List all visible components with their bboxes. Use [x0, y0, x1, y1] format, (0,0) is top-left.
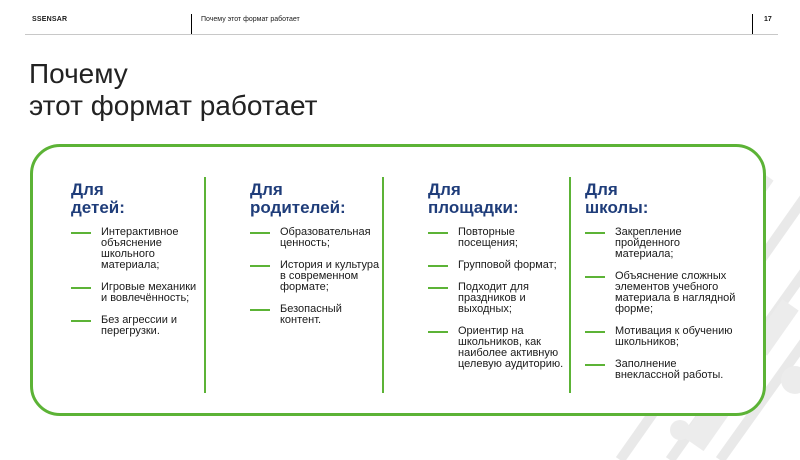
item-text: Групповой формат; [458, 259, 557, 271]
list-item [428, 260, 590, 271]
column-heading [71, 181, 233, 217]
dash-marker [250, 309, 270, 311]
heading-line: площадки: [428, 198, 519, 217]
dash-marker [428, 265, 448, 267]
column-school [585, 181, 747, 392]
title-line: этот формат работает [29, 90, 318, 121]
audience-panel [30, 144, 766, 416]
item-text: Подходит для праздников и выходных; [458, 281, 529, 315]
heading-line: детей: [71, 198, 125, 217]
column-venue [428, 181, 590, 381]
item-text: Мотивация к обучению школьников; [615, 325, 733, 348]
list-item [250, 304, 412, 326]
column-divider [569, 177, 571, 393]
heading-line: школы: [585, 198, 649, 217]
column-divider [204, 177, 206, 393]
dash-marker [71, 287, 91, 289]
item-text: Интерактивное объяснение школьного материала; [101, 226, 179, 271]
column-heading [428, 181, 590, 217]
item-text: Образовательная ценность; [280, 226, 371, 249]
heading-line: родителей: [250, 198, 346, 217]
dash-marker [71, 232, 91, 234]
dash-marker [250, 232, 270, 234]
item-text: Заполнение внеклассной работы. [615, 358, 724, 381]
list-item [585, 359, 747, 381]
column-parents [250, 181, 412, 337]
breadcrumb: Почему этот формат работает [201, 16, 300, 23]
dash-marker [250, 265, 270, 267]
column-children [71, 181, 233, 348]
dash-marker [585, 331, 605, 333]
dash-marker [428, 331, 448, 333]
item-text: История и культура в современном формате; [280, 259, 380, 293]
dash-marker [71, 320, 91, 322]
dash-marker [585, 232, 605, 234]
list-item [71, 315, 233, 337]
item-text: Закрепление пройденного материала; [615, 226, 682, 260]
title-line: Почему [29, 58, 128, 89]
dash-marker [428, 232, 448, 234]
item-text: Без агрессии и перегрузки. [101, 314, 178, 337]
list-item [428, 227, 590, 249]
list-item [250, 260, 412, 293]
header-bar [0, 0, 800, 36]
list-item [71, 282, 233, 304]
column-heading [585, 181, 747, 217]
header-divider [752, 14, 753, 34]
dash-marker [585, 364, 605, 366]
page-title [29, 58, 317, 122]
item-text: Безопасный контент. [280, 303, 342, 326]
dash-marker [585, 276, 605, 278]
list-item [428, 282, 590, 315]
header-rule [25, 34, 778, 35]
item-text: Игровые механики и вовлечённость; [101, 281, 197, 304]
heading-line: Для [71, 180, 104, 199]
item-text: Ориентир на школьников, как наиболее активную целевую аудиторию. [458, 325, 564, 370]
heading-line: Для [585, 180, 618, 199]
item-text: Повторные посещения; [458, 226, 518, 249]
list-item [585, 326, 747, 348]
heading-line: Для [428, 180, 461, 199]
column-heading [250, 181, 412, 217]
column-divider [382, 177, 384, 393]
dash-marker [428, 287, 448, 289]
list-item [250, 227, 412, 249]
list-item [428, 326, 590, 370]
list-item [585, 227, 747, 260]
heading-line: Для [250, 180, 283, 199]
brand-label: SSENSAR [32, 16, 68, 23]
item-text: Объяснение сложных элементов учебного материала в наглядной форме; [615, 270, 736, 315]
header-divider [191, 14, 192, 34]
list-item [585, 271, 747, 315]
page-number: 17 [764, 16, 772, 23]
list-item [71, 227, 233, 271]
